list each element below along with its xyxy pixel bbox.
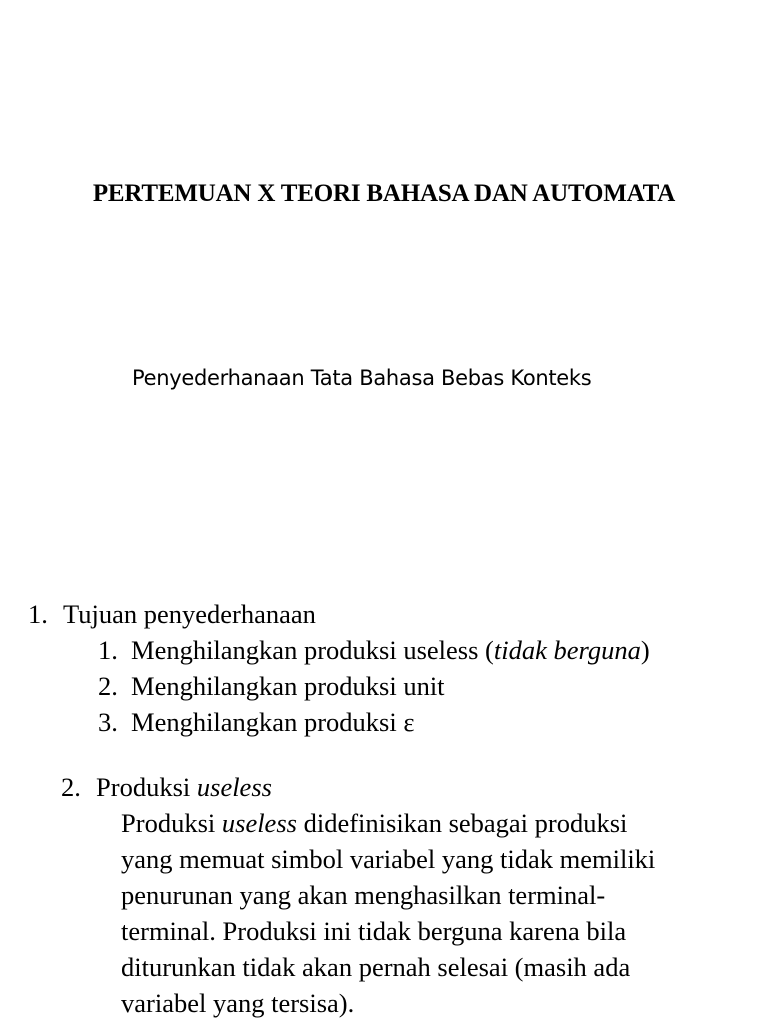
section-1-number: 1.: [28, 599, 48, 629]
section-2-paragraph: [121, 805, 741, 1021]
list-item-number: 1.: [98, 635, 118, 665]
list-item-italic: tidak berguna: [493, 635, 641, 665]
paragraph-line: variabel yang tersisa).: [121, 988, 355, 1018]
paragraph-line: Produksi useless didefinisikan sebagai produksi: [121, 808, 628, 838]
paragraph-italic: useless: [221, 808, 297, 838]
paragraph-line: diturunkan tidak akan pernah selesai (masih ada: [121, 952, 631, 982]
list-item-number: 3.: [98, 707, 118, 737]
paragraph-line: terminal. Produksi ini tidak berguna karena bila: [121, 916, 627, 946]
paragraph-line: penurunan yang akan menghasilkan terminal-: [121, 880, 606, 910]
paragraph-line: yang memuat simbol variabel yang tidak memiliki: [121, 844, 656, 874]
page-subtitle: Penyederhanaan Tata Bahasa Bebas Konteks: [132, 366, 592, 390]
list-item-number: 2.: [98, 671, 118, 701]
section-2-heading: Produksi useless: [96, 772, 272, 802]
list-item-text: Menghilangkan produksi ε: [131, 707, 415, 737]
page-title: PERTEMUAN X TEORI BAHASA DAN AUTOMATA: [92, 180, 676, 207]
list-item-text: Menghilangkan produksi unit: [131, 671, 445, 701]
section-2-number: 2.: [61, 772, 81, 802]
list-item-text: Menghilangkan produksi useless (tidak berguna): [131, 635, 650, 665]
section-2-heading-italic: useless: [196, 772, 272, 802]
section-1-heading: Tujuan penyederhanaan: [63, 599, 316, 629]
